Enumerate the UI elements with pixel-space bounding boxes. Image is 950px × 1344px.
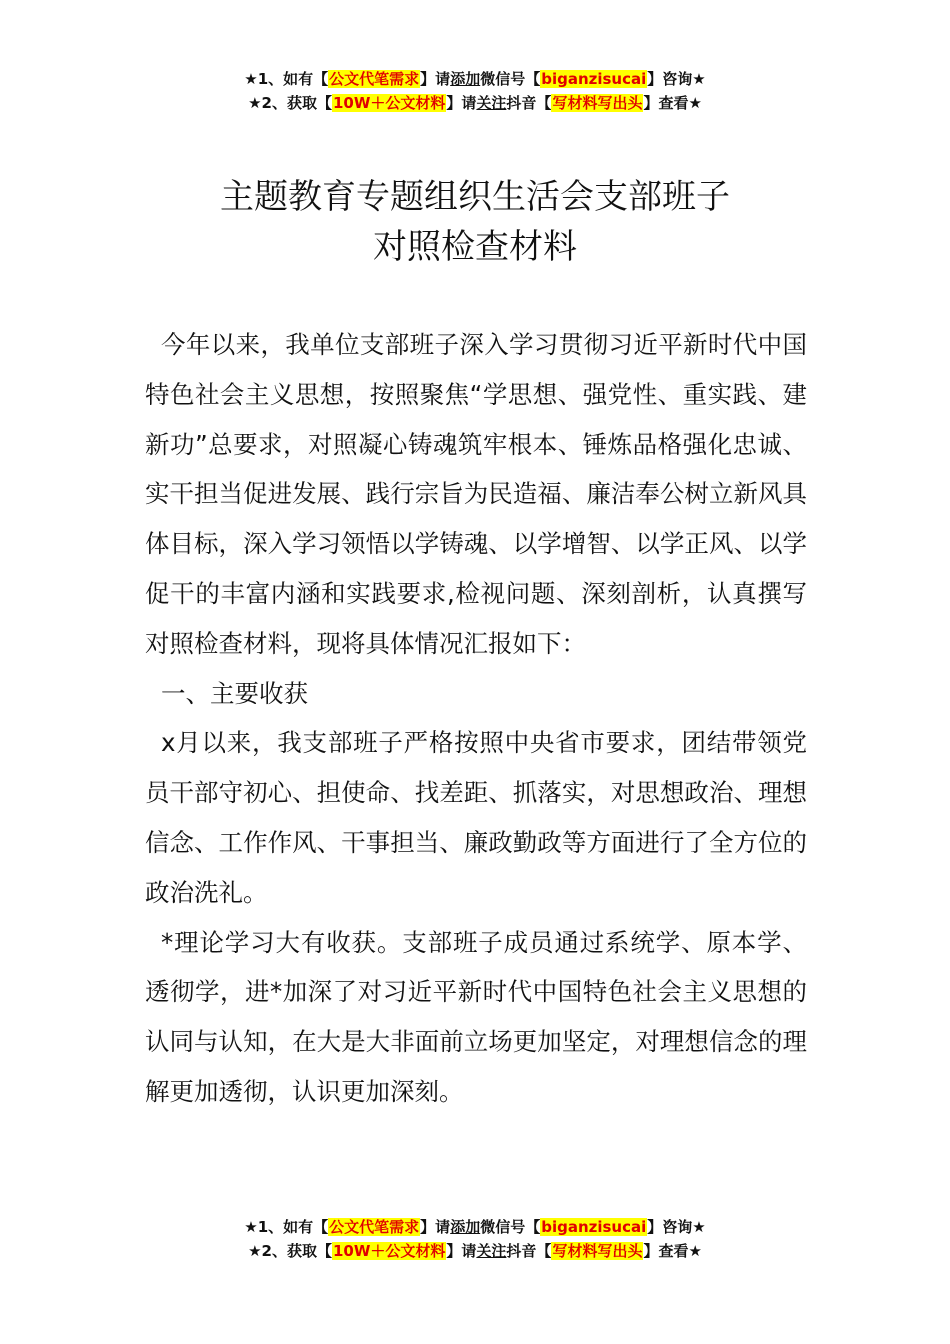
banner-underline: 关注: [476, 1242, 507, 1260]
banner-text: 抖音【: [506, 94, 552, 112]
title-line-1: 主题教育专题组织生活会支部班子: [220, 177, 730, 217]
banner-highlight: 公文代笔需求: [329, 70, 420, 88]
banner-highlight: 10W＋公文材料: [332, 1242, 446, 1260]
banner-line-2: [0, 1239, 950, 1263]
document-title: [0, 172, 950, 272]
banner-underline: 添加: [450, 1218, 481, 1236]
banner-text: 】咨询★: [647, 1218, 706, 1236]
header-banner: [0, 67, 950, 115]
paragraph-intro: 今年以来，我单位支部班子深入学习贯彻习近平新时代中国特色社会主义思想，按照聚焦“学思想、强党性、重实践、建新功”总要求，对照凝心铸魂筑牢根本、锤炼品格强化忠诚、实干担当促进发展、践行宗旨为民造福、廉洁奉公树立新风具体目标，深入学习领悟以学铸魂、以学增智、以学正风、以学促干的丰富内涵和实践要求,检视问题、深刻剖析，认真撰写对照检查材料，现将具体情况汇报如下：: [145, 330, 807, 658]
banner-wechat-id: biganzisucai: [541, 70, 647, 88]
paragraph-summary: x月以来，我支部班子严格按照中央省市要求，团结带领党员干部守初心、担使命、找差距、抓落实，对思想政治、理想信念、工作作风、干事担当、廉政勤政等方面进行了全方位的政治洗礼。: [145, 728, 807, 907]
banner-text: 】请: [446, 1242, 477, 1260]
banner-line-1: [0, 67, 950, 91]
banner-text: 抖音【: [506, 1242, 552, 1260]
banner-text: 】请: [446, 94, 477, 112]
banner-line-1: [0, 1215, 950, 1239]
banner-text: 】查看★: [643, 1242, 702, 1260]
banner-text: ★2、获取【: [248, 94, 332, 112]
banner-highlight: 公文代笔需求: [329, 1218, 420, 1236]
banner-text: 微信号【: [480, 70, 541, 88]
banner-underline: 关注: [476, 94, 507, 112]
banner-text: 】请: [420, 1218, 451, 1236]
banner-text: ★2、获取【: [248, 1242, 332, 1260]
banner-text: ★1、如有【: [244, 1218, 329, 1236]
document-body: [145, 320, 807, 1117]
banner-text: 微信号【: [480, 1218, 541, 1236]
banner-text: 】咨询★: [647, 70, 706, 88]
banner-line-2: [0, 91, 950, 115]
section-heading: 一、主要收获: [161, 678, 308, 708]
banner-underline: 添加: [450, 70, 481, 88]
banner-text: 】请: [420, 70, 451, 88]
paragraph-theory-study: *理论学习大有收获。支部班子成员通过系统学、原本学、透彻学，进*加深了对习近平新时代中国特色社会主义思想的认同与认知，在大是大非面前立场更加坚定，对理想信念的理解更加透彻，认识更加深刻。: [145, 927, 807, 1106]
banner-douyin-id: 写材料写出头: [552, 1242, 643, 1260]
banner-text: 】查看★: [643, 94, 702, 112]
banner-highlight: 10W＋公文材料: [332, 94, 446, 112]
banner-wechat-id: biganzisucai: [541, 1218, 647, 1236]
banner-douyin-id: 写材料写出头: [552, 94, 643, 112]
title-line-2: 对照检查材料: [373, 227, 577, 267]
footer-banner: [0, 1215, 950, 1263]
banner-text: ★1、如有【: [244, 70, 329, 88]
